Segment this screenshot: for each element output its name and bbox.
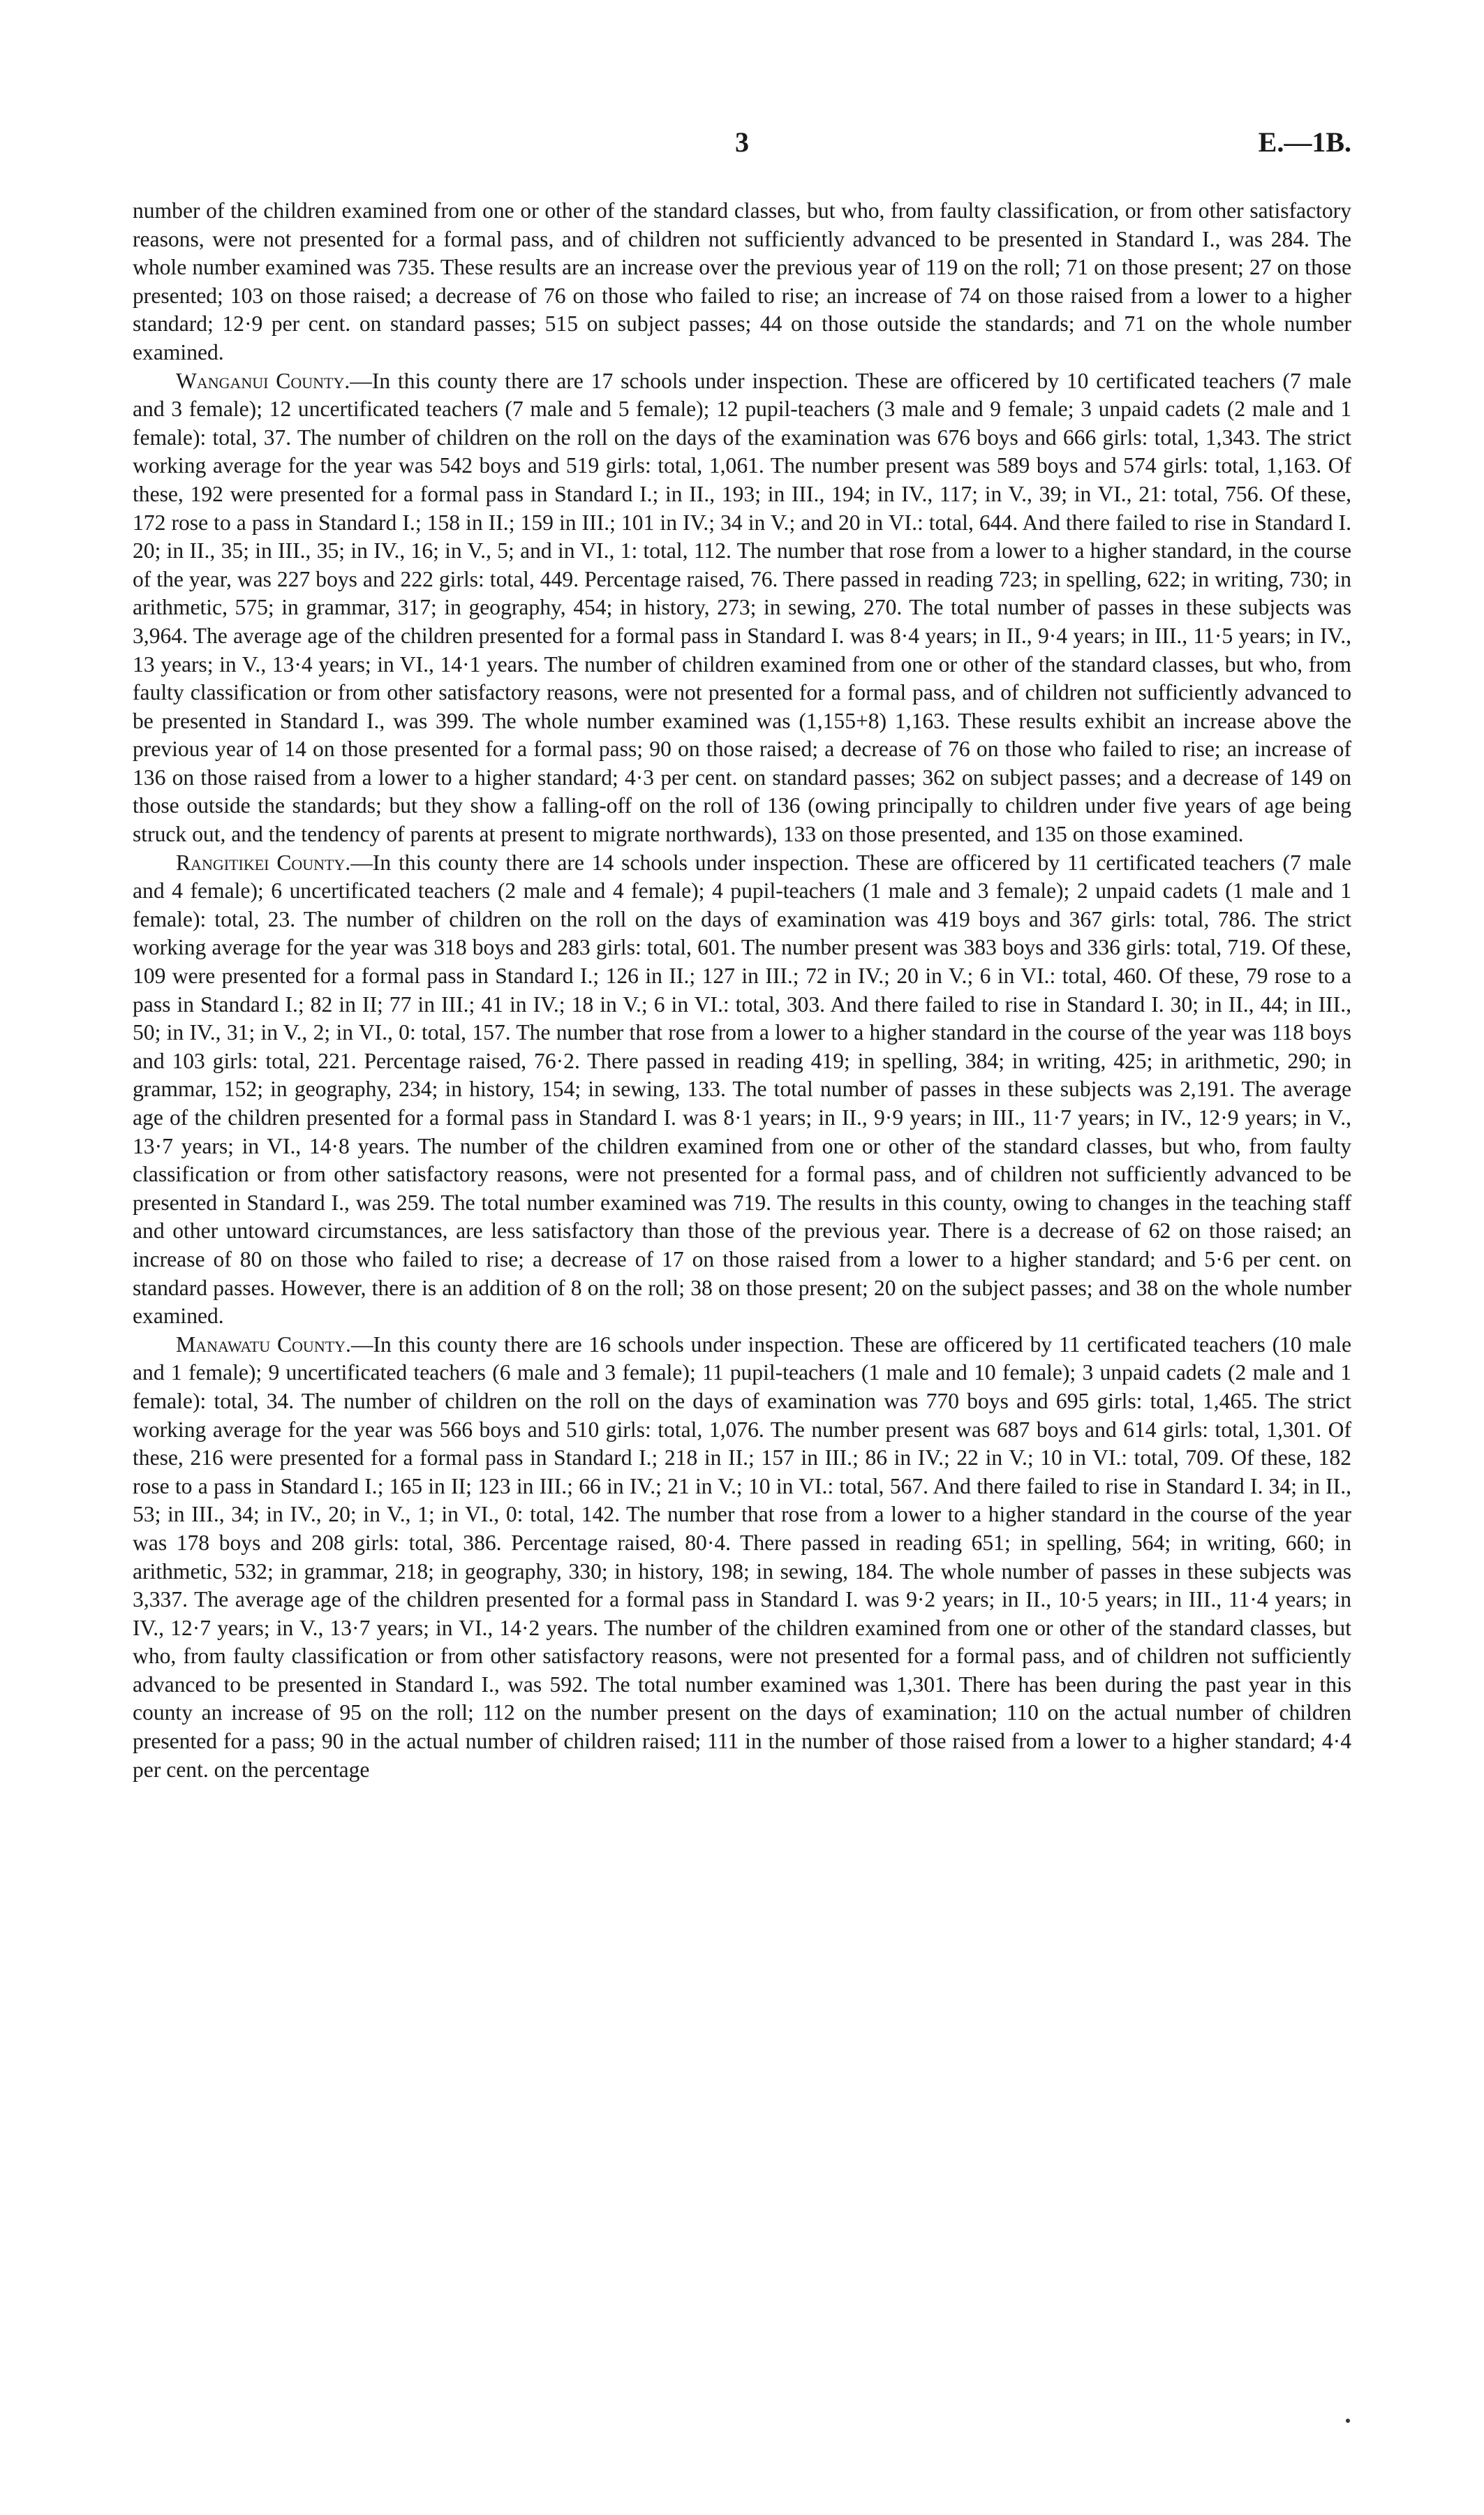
county-heading: Manawatu County.: [176, 1332, 351, 1357]
paragraph-wanganui-county: [133, 367, 1351, 849]
county-heading: Wanganui County.: [176, 368, 350, 393]
paragraph-text: —In this county there are 17 schools under inspection. These are officered by 10 certificated teachers (7 male and 3 female); 12 uncertificated teachers (7 male and 5 female); 12 pupil-teachers (3 male and 9 female; 3 unpaid cadets (2 male and 1 female): total, 37. The number of children on the roll on the days of the examination was 676 boys and 666 girls: total, 1,343. The strict working average for the year was 542 boys and 519 girls: total, 1,061. The number present was 589 boys and 574 girls: total, 1,163. Of these, 192 were presented for a formal pass in Standard I.; in II., 193; in III., 194; in IV., 117; in V., 39; in VI., 21: total, 756. Of these, 172 rose to a pass in Standard I.; 158 in II.; 159 in III.; 101 in IV.; 34 in V.; and 20 in VI.: total, 644. And there failed to rise in Standard I. 20; in II., 35; in III., 35; in IV., 16; in V., 5; and in VI., 1: total, 112. The number that rose from a lower to a higher standard, in the course of the year, was 227 boys and 222 girls: total, 449. Percentage raised, 76. There passed in reading 723; in spelling, 622; in writing, 730; in arithmetic, 575; in grammar, 317; in geography, 454; in history, 273; in sewing, 270. The total number of passes in these subjects was 3,964. The average age of the children presented for a formal pass in Standard I. was 8·4 years; in II., 9·4 years; in III., 11·5 years; in IV., 13 years; in V., 13·4 years; in VI., 14·1 years. The number of children examined from one or other of the standard classes, but who, from faulty classification or from other satisfactory reasons, were not presented for a formal pass, and of children not sufficiently advanced to be presented in Standard I., was 399. The whole number examined was (1,155+8) 1,163. These results exhibit an increase above the previous year of 14 on those presented for a formal pass; 90 on those raised; a decrease of 76 on those who failed to rise; an increase of 136 on those raised from a lower to a higher standard; 4·3 per cent. on standard passes; 362 on subject passes; and a decrease of 149 on those outside the standards; but they show a falling-off on the roll of 136 (owing principally to children under five years of age being struck out, and the tendency of parents at present to migrate northwards), 133 on those presented, and 135 on those examined.: [133, 368, 1351, 847]
print-speck: [1346, 2419, 1350, 2423]
paragraph-text: —In this county there are 16 schools under inspection. These are officered by 11 certificated teachers (10 male and 1 female); 9 uncertificated teachers (6 male and 3 female); 11 pupil-teachers (1 male and 10 female); 3 unpaid cadets (2 male and 1 female): total, 34. The number of children on the roll on the days of examination was 770 boys and 695 girls: total, 1,465. The strict working average for the year was 566 boys and 510 girls: total, 1,076. The number present was 687 boys and 614 girls: total, 1,301. Of these, 216 were presented for a formal pass in Standard I.; 218 in II.; 157 in III.; 86 in IV.; 22 in V.; 10 in VI.: total, 709. Of these, 182 rose to a pass in Standard I.; 165 in II; 123 in III.; 66 in IV.; 21 in V.; 10 in VI.: total, 567. And there failed to rise in Standard I. 34; in II., 53; in III., 34; in IV., 20; in V., 1; in VI., 0: total, 142. The number that rose from a lower to a higher standard in the course of the year was 178 boys and 208 girls: total, 386. Percentage raised, 80·4. There passed in reading 651; in spelling, 564; in writing, 660; in arithmetic, 532; in grammar, 218; in geography, 330; in history, 198; in sewing, 184. The whole number of passes in these subjects was 3,337. The average age of the children presented for a formal pass in Standard I. was 9·2 years; in II., 10·5 years; in III., 11·4 years; in IV., 12·7 years; in V., 13·7 years; in VI., 14·2 years. The number of the children examined from one or other of the standard classes, but who, from faulty classification or from other satisfactory reasons, were not presented for a formal pass, and of children not sufficiently advanced to be presented in Standard I., was 592. The total number examined was 1,301. There has been during the past year in this county an increase of 95 on the roll; 112 on the number present on the days of examination; 110 on the actual number of children presented for a pass; 90 in the actual number of children raised; 111 in the number of those raised from a lower to a higher standard; 4·4 per cent. on the percentage: [133, 1332, 1351, 1782]
body-text: [133, 197, 1351, 1784]
paragraph-manawatu-county: [133, 1331, 1351, 1785]
page-header: [133, 126, 1351, 175]
paragraph-text: —In this county there are 14 schools under inspection. These are officered by 11 certificated teachers (7 male and 4 female); 6 uncertificated teachers (2 male and 4 female); 4 pupil-teachers (1 male and 3 female); 2 unpaid cadets (1 male and 1 female): total, 23. The number of children on the roll on the days of examination was 419 boys and 367 girls: total, 786. The strict working average for the year was 318 boys and 283 girls: total, 601. The number present was 383 boys and 336 girls: total, 719. Of these, 109 were presented for a formal pass in Standard I.; 126 in II.; 127 in III.; 72 in IV.; 20 in V.; 6 in VI.: total, 460. Of these, 79 rose to a pass in Standard I.; 82 in II; 77 in III.; 41 in IV.; 18 in V.; 6 in VI.: total, 303. And there failed to rise in Standard I. 30; in II., 44; in III., 50; in IV., 31; in V., 2; in VI., 0: total, 157. The number that rose from a lower to a higher standard in the course of the year was 118 boys and 103 girls: total, 221. Percentage raised, 76·2. There passed in reading 419; in spelling, 384; in writing, 425; in arithmetic, 290; in grammar, 152; in geography, 234; in history, 154; in sewing, 133. The total number of passes in these subjects was 2,191. The average age of the children presented for a formal pass in Standard I. was 8·1 years; in II., 9·9 years; in III., 11·7 years; in IV., 12·9 years; in V., 13·7 years; in VI., 14·8 years. The number of the children examined from one or other of the standard classes, but who, from faulty classification or from other satisfactory reasons, were not presented for a formal pass, and of children not sufficiently advanced to be presented in Standard I., was 259. The total number examined was 719. The results in this county, owing to changes in the teaching staff and other untoward circumstances, are less satisfactory than those of the previous year. There is a decrease of 62 on those raised; an increase of 80 on those who failed to rise; a decrease of 17 on those raised from a lower to a higher standard; and 5·6 per cent. on standard passes. However, there is an addition of 8 on the roll; 38 on those present; 20 on the subject passes; and 38 on the whole number examined.: [133, 850, 1351, 1329]
paragraph-rangitikei-county: [133, 849, 1351, 1331]
paragraph-text: number of the children examined from one or other of the standard classes, but who, from faulty classification, or from other satisfactory reasons, were not presented for a formal pass, and of children not sufficiently advanced to be presented in Standard I., was 284. The whole number examined was 735. These results are an increase over the previous year of 119 on the roll; 71 on those present; 27 on those presented; 103 on those raised; a decrease of 76 on those who failed to rise; an increase of 74 on those raised from a lower to a higher standard; 12·9 per cent. on standard passes; 515 on subject passes; 44 on those outside the standards; and 71 on the whole number examined.: [133, 198, 1351, 364]
page-number: 3: [735, 126, 749, 158]
paragraph-continuation: [133, 197, 1351, 367]
county-heading: Rangitikei County.: [176, 850, 351, 875]
document-reference: E.—1B.: [1258, 126, 1351, 158]
document-page: [133, 126, 1351, 1784]
